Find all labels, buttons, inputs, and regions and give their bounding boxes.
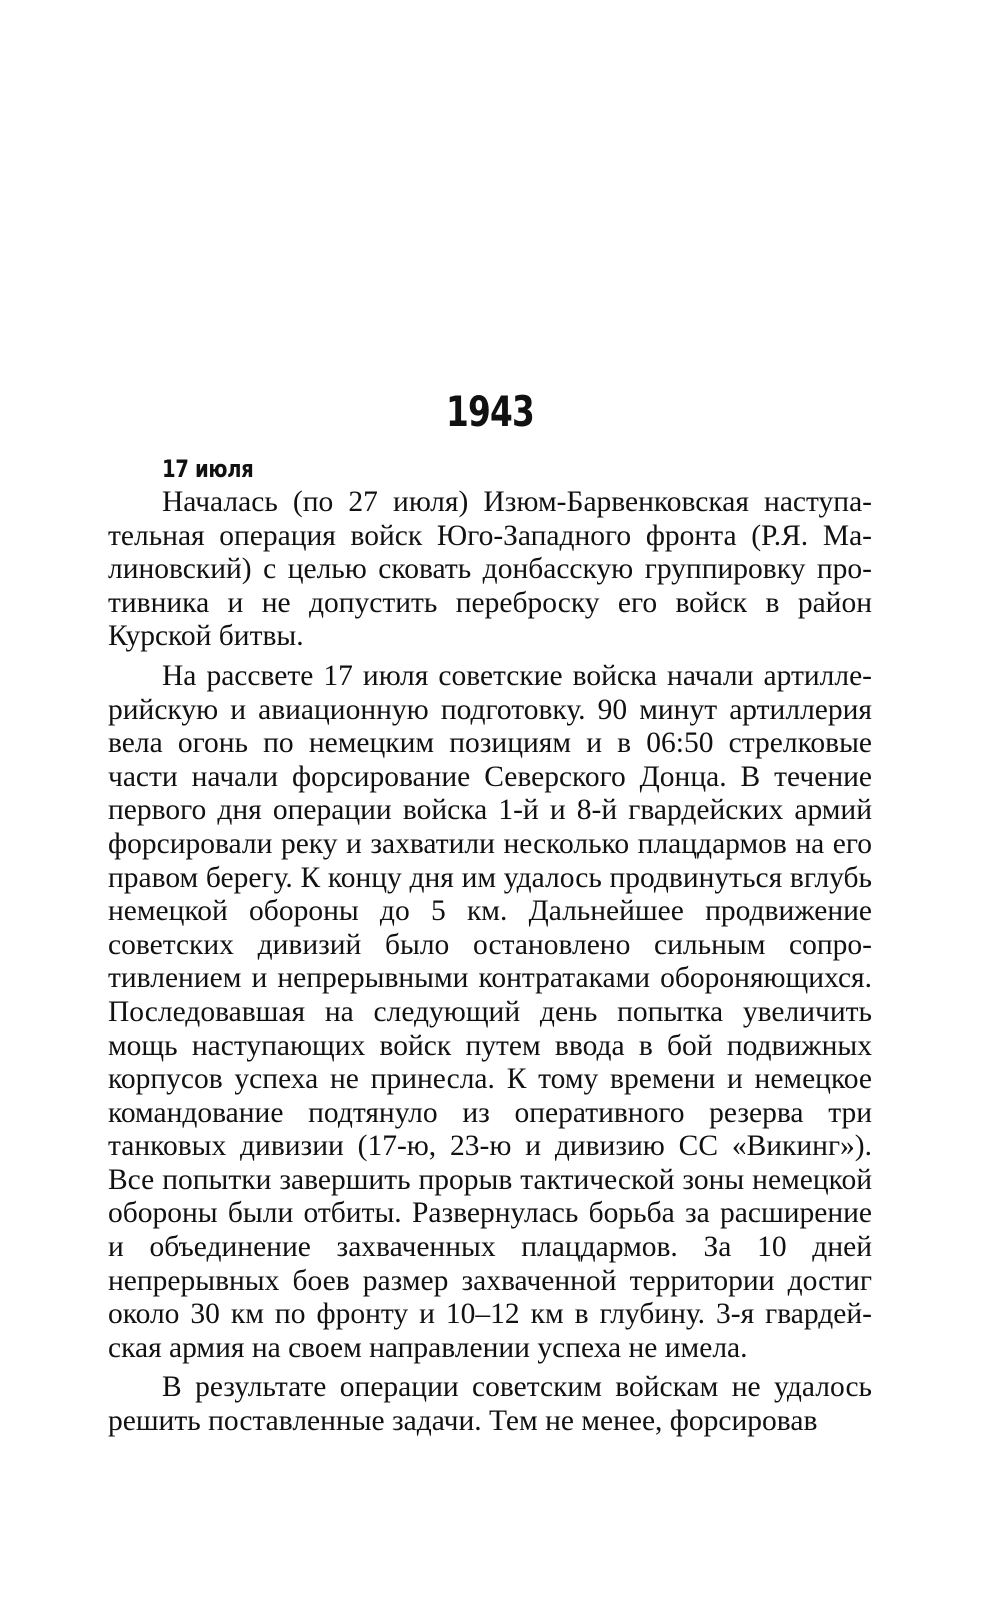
paragraph-2: На рассвете 17 июля советские войска начали артиллерийскую и авиационную подготовку. 90 минут артиллерия вела огонь по немецким позициям и в 06:50 стрелковые части начали форсирование Северского Донца. В течение первого дня операции войска 1-й и 8-й гвардейских армий форсировали реку и захватили несколько плацдармов на его правом берегу. К концу дня им удалось продвинуться вглубь немецкой обороны до 5 км. Дальнейшее продвижение советских дивизий было остановлено сильным сопротивлением и непрерывными контратаками обороняющихся. Последовавшая на следующий день попытка увеличить мощь наступающих войск путем ввода в бой подвижных корпусов успеха не принесла. К тому времени и немецкое командование подтянуло из оперативного резерва три танковых дивизии (17-ю, 23-ю и дивизию СС «Викинг»). Все попытки завершить прорыв тактической зоны немецкой обороны были отбиты. Развернулась борьба за расширение и объединение захваченных плацдармов. За 10 дней непрерывных боев размер захваченной территории достиг около 30 км по фронту и 10–12 км в глубину. 3-я гвардейская армия на своем направлении успеха не имела. <box>108 659 872 1364</box>
entry-body <box>108 486 872 1439</box>
entry-date: 17 июля <box>162 455 254 483</box>
book-page <box>108 0 872 1616</box>
paragraph-1: Началась (по 27 июля) Изюм-Барвенковская наступательная операция войск Юго-Западного фронта (Р.Я. Малиновский) с целью сковать донбасскую группировку противника и не допустить переброску его войск в район Курской битвы. <box>108 486 872 653</box>
chapter-title: 1943 <box>445 387 535 436</box>
paragraph-3: В результате операции советским войскам не удалось решить поставленные задачи. Тем не менее, форсировав <box>108 1371 872 1438</box>
chronicle-entry <box>108 452 872 1445</box>
